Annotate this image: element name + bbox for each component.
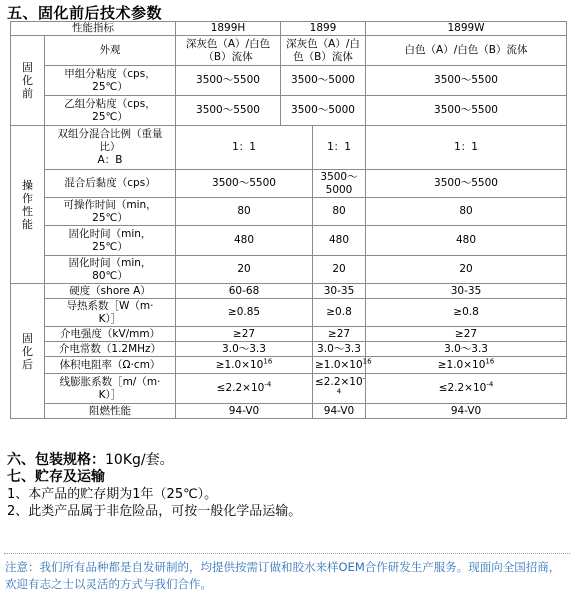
param-label: 可操作时间（min， 25℃） (45, 198, 176, 226)
value-1899h: ≥0.85 (176, 299, 313, 327)
param-label: 固化时间（min， 80℃） (45, 256, 176, 284)
value-1899h: 3500～5500 (176, 170, 313, 198)
value-1899w: 94-V0 (366, 404, 567, 419)
table-row (11, 198, 567, 226)
value-1899w: 1：1 (366, 126, 567, 170)
value-1899w: 480 (366, 226, 567, 256)
table-row (11, 299, 567, 327)
value-1899w: 3500～5500 (366, 66, 567, 96)
table-row (11, 66, 567, 96)
group-process: 操 作 性 能 (11, 126, 45, 284)
value-1899: 80 (313, 198, 366, 226)
value-1899w: ≥0.8 (366, 299, 567, 327)
table-row (11, 342, 567, 357)
table-row (11, 256, 567, 284)
spec-table (10, 21, 567, 419)
table-row (11, 327, 567, 342)
value-1899: 94-V0 (313, 404, 366, 419)
table-row (11, 126, 567, 170)
table-row (11, 36, 567, 66)
value-1899h: ≥27 (176, 327, 313, 342)
value-1899w: 3500～5500 (366, 170, 567, 198)
value-1899h: 94-V0 (176, 404, 313, 419)
value-1899: 3500～5000 (281, 96, 366, 126)
value-1899h: 20 (176, 256, 313, 284)
value-1899w: $\le 2.2\times 10^{-4}$ (366, 374, 567, 404)
packaging-line (7, 452, 301, 469)
table-header-row (11, 22, 567, 36)
table-row (11, 226, 567, 256)
param-label: 外观 (45, 36, 176, 66)
param-label: 介电常数（1.2MHz） (45, 342, 176, 357)
value-1899: ≥0.8 (313, 299, 366, 327)
table-row (11, 357, 567, 374)
header-1899h: 1899H (176, 22, 281, 36)
table-row (11, 374, 567, 404)
value-1899w: 3500～5500 (366, 96, 567, 126)
group-after-cure: 固 化 后 (11, 284, 45, 419)
value-1899: 30-35 (313, 284, 366, 299)
value-1899w: 白色（A）/白色（B）流体 (366, 36, 567, 66)
param-label: 阻燃性能 (45, 404, 176, 419)
value-1899: ≥27 (313, 327, 366, 342)
value-1899: $\le 2.2\times 10^{-4}$ (313, 374, 366, 404)
header-metric: 性能指标 (11, 22, 176, 36)
value-1899h: 3500～5500 (176, 96, 281, 126)
value-1899: 3500～5000 (281, 66, 366, 96)
value-1899: 20 (313, 256, 366, 284)
value-1899h: 60-68 (176, 284, 313, 299)
value-1899w: 3.0～3.3 (366, 342, 567, 357)
table-row (11, 284, 567, 299)
value-1899w: 20 (366, 256, 567, 284)
param-label: 线膨胀系数［m/（m· K）］ (45, 374, 176, 404)
value-1899h: 3.0～3.3 (176, 342, 313, 357)
section7-title: 七、贮存及运输 (7, 469, 105, 485)
table-row (11, 96, 567, 126)
param-label: 介电强度（kV/mm） (45, 327, 176, 342)
table-row (11, 170, 567, 198)
storage-line-2: 2、此类产品属于非危险品，可按一般化学品运输。 (7, 504, 302, 519)
value-1899: 480 (313, 226, 366, 256)
value-1899: $\ge 1.0\times 10^{16}$ (313, 357, 366, 374)
storage-line-1: 1、本产品的贮存期为1年（25℃）。 (7, 487, 218, 502)
param-label: 体积电阻率（Ω·cm） (45, 357, 176, 374)
param-label: 甲组分粘度（cps， 25℃） (45, 66, 176, 96)
value-1899h: 3500～5500 (176, 66, 281, 96)
value-1899h: 480 (176, 226, 313, 256)
value-1899: 3.0～3.3 (313, 342, 366, 357)
oem-notice: 注意：我们所有品种都是自发研制的，均提供按需订做和胶水来样OEM合作研发生产服务。现面向全国招商，欢迎有志之士以灵活的方式与我们合作。 (5, 560, 561, 591)
value-1899h: 80 (176, 198, 313, 226)
section5-title: 五、固化前后技术参数 (7, 4, 163, 22)
value-1899h: 深灰色（A）/白色 （B）流体 (176, 36, 281, 66)
param-label: 导热系数［W（m· K）］ (45, 299, 176, 327)
value-1899w: 30-35 (366, 284, 567, 299)
value-1899w: ≥27 (366, 327, 567, 342)
value-1899h: $\ge 1.0\times 10^{16}$ (176, 357, 313, 374)
value-1899h: $\le 2.2\times 10^{-4}$ (176, 374, 313, 404)
packaging-value: 10Kg/套。 (105, 452, 174, 468)
section6-title: 六、包装规格： (7, 452, 105, 468)
package-storage-sections (7, 452, 301, 520)
value-1899h: 1：1 (176, 126, 313, 170)
param-label: 固化时间（min， 25℃） (45, 226, 176, 256)
param-label: 混合后黏度（cps） (45, 170, 176, 198)
header-1899w: 1899W (366, 22, 567, 36)
param-label: 乙组分粘度（cps， 25℃） (45, 96, 176, 126)
value-1899w: $\ge 1.0\times 10^{16}$ (366, 357, 567, 374)
param-label: 双组分混合比例（重量 比） A：B (45, 126, 176, 170)
divider (4, 553, 570, 554)
value-1899: 深灰色（A）/白 色（B）流体 (281, 36, 366, 66)
value-1899: 3500～ 5000 (313, 170, 366, 198)
group-before-cure: 固 化 前 (11, 36, 45, 126)
header-1899: 1899 (281, 22, 366, 36)
param-label: 硬度（shore A） (45, 284, 176, 299)
value-1899w: 80 (366, 198, 567, 226)
table-row (11, 404, 567, 419)
value-1899: 1：1 (313, 126, 366, 170)
